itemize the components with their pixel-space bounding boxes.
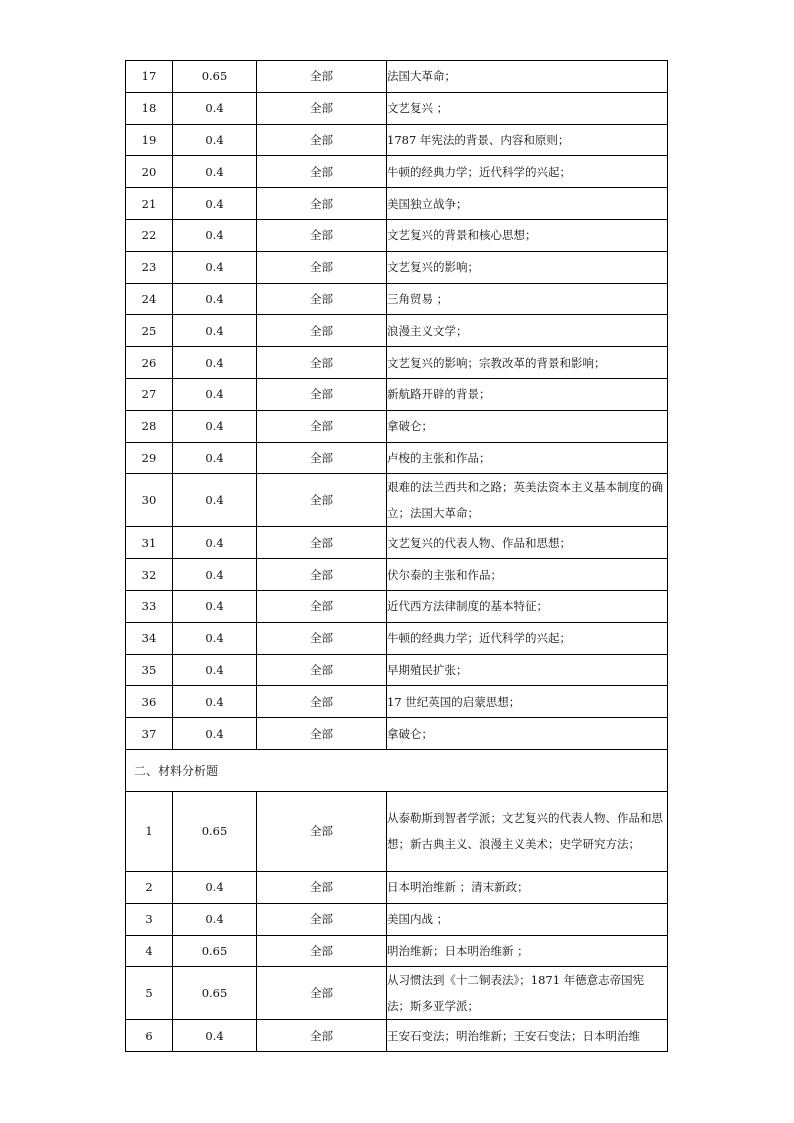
scope-cell: 全部 (257, 315, 387, 347)
table-row (126, 791, 668, 871)
question-number-cell: 18 (126, 92, 173, 124)
knowledge-point-cell: 牛顿的经典力学；近代科学的兴起； (387, 156, 668, 188)
difficulty-score-cell: 0.65 (173, 967, 257, 1020)
difficulty-score-cell: 0.4 (173, 378, 257, 410)
knowledge-point-cell: 艰难的法兰西共和之路；英美法资本主义基本制度的确立；法国大革命； (387, 474, 668, 527)
table-row (126, 315, 668, 347)
question-number-cell: 25 (126, 315, 173, 347)
scope-cell: 全部 (257, 188, 387, 220)
scope-cell: 全部 (257, 219, 387, 251)
table-row (126, 474, 668, 527)
difficulty-score-cell: 0.65 (173, 791, 257, 871)
table-row (126, 442, 668, 474)
difficulty-score-cell: 0.4 (173, 622, 257, 654)
knowledge-point-cell: 从泰勒斯到智者学派；文艺复兴的代表人物、作品和思想；新古典主义、浪漫主义美术；史学研究方法； (387, 791, 668, 871)
knowledge-point-cell: 拿破仑； (387, 410, 668, 442)
question-number-cell: 33 (126, 590, 173, 622)
knowledge-point-cell: 17 世纪英国的启蒙思想； (387, 686, 668, 718)
knowledge-point-cell: 文艺复兴 ； (387, 92, 668, 124)
question-number-cell: 19 (126, 124, 173, 156)
knowledge-point-cell: 伏尔泰的主张和作品； (387, 559, 668, 591)
section-header-row (126, 749, 668, 791)
difficulty-score-cell: 0.4 (173, 315, 257, 347)
scope-cell: 全部 (257, 61, 387, 93)
knowledge-point-cell: 1787 年宪法的背景、内容和原则； (387, 124, 668, 156)
question-number-cell: 22 (126, 219, 173, 251)
table-row (126, 935, 668, 967)
question-number-cell: 17 (126, 61, 173, 93)
table-row (126, 718, 668, 750)
difficulty-score-cell: 0.4 (173, 156, 257, 188)
difficulty-score-cell: 0.65 (173, 61, 257, 93)
knowledge-point-cell: 近代西方法律制度的基本特征； (387, 590, 668, 622)
scope-cell: 全部 (257, 251, 387, 283)
scope-cell: 全部 (257, 156, 387, 188)
table-row (126, 378, 668, 410)
scope-cell: 全部 (257, 527, 387, 559)
question-number-cell: 29 (126, 442, 173, 474)
knowledge-point-cell: 文艺复兴的影响； (387, 251, 668, 283)
question-number-cell: 32 (126, 559, 173, 591)
knowledge-point-cell: 王安石变法；明治维新；王安石变法；日本明治维 (387, 1020, 668, 1052)
scope-cell: 全部 (257, 590, 387, 622)
scope-cell: 全部 (257, 283, 387, 315)
knowledge-point-cell: 拿破仑； (387, 718, 668, 750)
knowledge-point-cell: 美国内战 ； (387, 903, 668, 935)
scope-cell: 全部 (257, 559, 387, 591)
table-row (126, 61, 668, 93)
knowledge-point-cell: 三角贸易 ； (387, 283, 668, 315)
difficulty-score-cell: 0.4 (173, 188, 257, 220)
question-number-cell: 34 (126, 622, 173, 654)
question-number-cell: 27 (126, 378, 173, 410)
knowledge-point-cell: 日本明治维新 ；清末新政； (387, 871, 668, 903)
scope-cell: 全部 (257, 903, 387, 935)
difficulty-score-cell: 0.4 (173, 590, 257, 622)
scope-cell: 全部 (257, 442, 387, 474)
scope-cell: 全部 (257, 378, 387, 410)
table-row (126, 686, 668, 718)
question-number-cell: 37 (126, 718, 173, 750)
knowledge-point-cell: 新航路开辟的背景； (387, 378, 668, 410)
difficulty-score-cell: 0.4 (173, 124, 257, 156)
table-row (126, 622, 668, 654)
table-row (126, 903, 668, 935)
table-row (126, 1020, 668, 1052)
scope-cell: 全部 (257, 347, 387, 379)
scope-cell: 全部 (257, 92, 387, 124)
question-number-cell: 4 (126, 935, 173, 967)
difficulty-score-cell: 0.4 (173, 718, 257, 750)
question-number-cell: 26 (126, 347, 173, 379)
question-number-cell: 35 (126, 654, 173, 686)
question-number-cell: 28 (126, 410, 173, 442)
difficulty-score-cell: 0.4 (173, 527, 257, 559)
question-number-cell: 36 (126, 686, 173, 718)
knowledge-point-cell: 牛顿的经典力学；近代科学的兴起； (387, 622, 668, 654)
score-analysis-table (125, 60, 668, 1052)
table-row (126, 92, 668, 124)
question-number-cell: 5 (126, 967, 173, 1020)
section-title: 二、材料分析题 (126, 749, 668, 791)
question-number-cell: 31 (126, 527, 173, 559)
difficulty-score-cell: 0.4 (173, 410, 257, 442)
scope-cell: 全部 (257, 935, 387, 967)
knowledge-point-cell: 浪漫主义文学； (387, 315, 668, 347)
difficulty-score-cell: 0.4 (173, 442, 257, 474)
table-row (126, 219, 668, 251)
question-number-cell: 21 (126, 188, 173, 220)
knowledge-point-cell: 早期殖民扩张； (387, 654, 668, 686)
table-row (126, 967, 668, 1020)
table-row (126, 654, 668, 686)
question-number-cell: 3 (126, 903, 173, 935)
question-number-cell: 20 (126, 156, 173, 188)
scope-cell: 全部 (257, 686, 387, 718)
difficulty-score-cell: 0.4 (173, 347, 257, 379)
question-number-cell: 2 (126, 871, 173, 903)
difficulty-score-cell: 0.4 (173, 219, 257, 251)
table-row (126, 410, 668, 442)
difficulty-score-cell: 0.65 (173, 935, 257, 967)
knowledge-point-cell: 明治维新；日本明治维新 ； (387, 935, 668, 967)
question-number-cell: 1 (126, 791, 173, 871)
scope-cell: 全部 (257, 622, 387, 654)
table-row (126, 871, 668, 903)
question-number-cell: 30 (126, 474, 173, 527)
knowledge-point-cell: 法国大革命； (387, 61, 668, 93)
difficulty-score-cell: 0.4 (173, 686, 257, 718)
table-row (126, 188, 668, 220)
table-row (126, 347, 668, 379)
scope-cell: 全部 (257, 474, 387, 527)
scope-cell: 全部 (257, 654, 387, 686)
table-row (126, 283, 668, 315)
scope-cell: 全部 (257, 124, 387, 156)
scope-cell: 全部 (257, 791, 387, 871)
table-row (126, 156, 668, 188)
difficulty-score-cell: 0.4 (173, 474, 257, 527)
difficulty-score-cell: 0.4 (173, 654, 257, 686)
knowledge-point-cell: 美国独立战争； (387, 188, 668, 220)
difficulty-score-cell: 0.4 (173, 92, 257, 124)
table-row (126, 559, 668, 591)
difficulty-score-cell: 0.4 (173, 871, 257, 903)
table-row (126, 527, 668, 559)
scope-cell: 全部 (257, 718, 387, 750)
difficulty-score-cell: 0.4 (173, 1020, 257, 1052)
table-row (126, 590, 668, 622)
question-number-cell: 23 (126, 251, 173, 283)
difficulty-score-cell: 0.4 (173, 251, 257, 283)
knowledge-point-cell: 卢梭的主张和作品； (387, 442, 668, 474)
scope-cell: 全部 (257, 871, 387, 903)
question-number-cell: 24 (126, 283, 173, 315)
knowledge-point-cell: 从习惯法到《十二铜表法》；1871 年德意志帝国宪法；斯多亚学派； (387, 967, 668, 1020)
knowledge-point-cell: 文艺复兴的代表人物、作品和思想； (387, 527, 668, 559)
knowledge-point-cell: 文艺复兴的影响；宗教改革的背景和影响； (387, 347, 668, 379)
scope-cell: 全部 (257, 410, 387, 442)
difficulty-score-cell: 0.4 (173, 903, 257, 935)
question-number-cell: 6 (126, 1020, 173, 1052)
table-row (126, 124, 668, 156)
difficulty-score-cell: 0.4 (173, 559, 257, 591)
scope-cell: 全部 (257, 1020, 387, 1052)
difficulty-score-cell: 0.4 (173, 283, 257, 315)
table-row (126, 251, 668, 283)
scope-cell: 全部 (257, 967, 387, 1020)
knowledge-point-cell: 文艺复兴的背景和核心思想； (387, 219, 668, 251)
